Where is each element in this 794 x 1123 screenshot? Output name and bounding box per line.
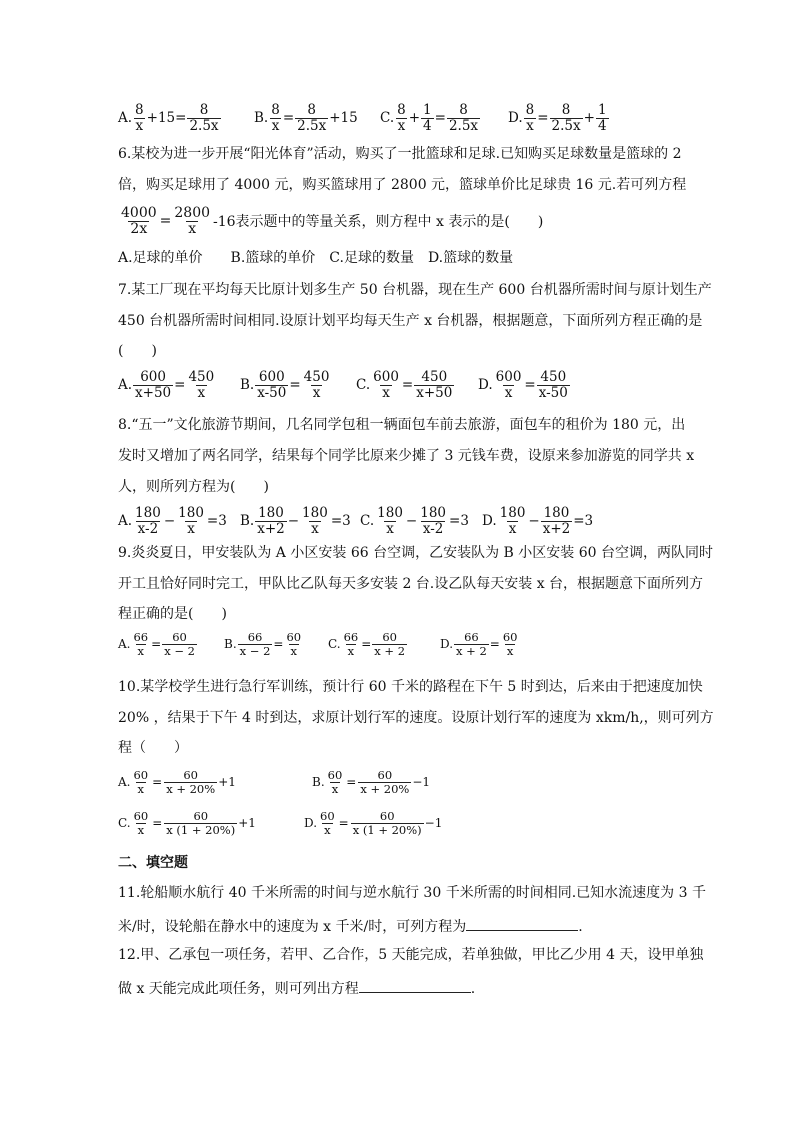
operator: = — [361, 637, 372, 651]
option-label: C. — [328, 637, 341, 651]
operator: + — [408, 110, 421, 126]
option-label: A. — [118, 110, 133, 126]
fraction: $\frac{180}{x}$ — [302, 504, 328, 537]
q12-text: 做 x 天能完成此项任务，则可列出方程 — [118, 981, 359, 997]
option-label: A. — [118, 775, 131, 789]
fraction: $\frac{1}{4}$ — [423, 101, 432, 134]
option-label: D. — [508, 110, 523, 126]
fraction: $\frac{450}{x+50}$ — [416, 368, 453, 401]
option-label: D. — [482, 513, 497, 529]
q7-stem-line3: ( ) — [118, 343, 157, 359]
fraction: $\frac{450}{x}$ — [188, 368, 215, 401]
operator: = — [401, 377, 414, 393]
fraction: $\frac{8}{x}$ — [271, 101, 280, 134]
option-label: B. — [254, 110, 269, 126]
q10-option-b[interactable] — [312, 769, 430, 796]
q10-option-d[interactable] — [304, 810, 442, 837]
q7-option-a[interactable] — [118, 370, 217, 401]
q6-stem-tail: -16表示题中的等量关系，则方程中 x 表示的是( ) — [213, 214, 544, 230]
option-label: B. — [312, 775, 325, 789]
q9-option-d[interactable] — [440, 631, 520, 658]
fraction: $\frac{600}{x+50}$ — [135, 368, 172, 401]
option-label: D. — [478, 377, 493, 393]
q11-stem-line2 — [118, 916, 583, 935]
operator: =3 — [206, 513, 227, 529]
operator: = — [174, 377, 186, 393]
operator: =3 — [573, 513, 594, 529]
operator: +15= — [146, 110, 187, 126]
option-label: B. — [240, 513, 255, 529]
fraction: $\frac{8}{x}$ — [397, 101, 406, 134]
fraction: $\frac{8}{2.5x}$ — [189, 101, 219, 134]
option-label: B. — [224, 637, 237, 651]
q6-equation — [118, 203, 543, 239]
fraction: $\frac{450}{x-50}$ — [538, 368, 568, 401]
q11-text: 米/时，设轮船在静水中的速度为 x 千米/时，可列方程为 — [118, 919, 467, 935]
fraction: $\frac{60}{x}$ — [502, 629, 518, 658]
option-label: A. — [118, 637, 131, 651]
q6-stem-line1: 6.某校为进一步开展“阳光体育”活动，购买了一批篮球和足球.已知购买足球数量是篮球的 2 — [118, 146, 682, 162]
fraction: $\frac{60}{x (1 + 20\%)}$ — [166, 808, 236, 837]
option-label: D. — [440, 637, 454, 651]
fraction: $\frac{60}{x + 20\%}$ — [166, 767, 216, 796]
operator: = — [524, 377, 536, 393]
q8-stem-line2: 发时又增加了两名同学，结果每个同学比原来少摊了 3 元钱车费，设原来参加游览的同学共 x — [118, 448, 695, 464]
q5-option-a[interactable] — [118, 103, 222, 134]
q8-option-d[interactable] — [482, 506, 593, 537]
q11-answer-blank[interactable] — [466, 916, 578, 931]
fraction: $\frac{4000}{2x}$ — [121, 204, 157, 237]
operator: = — [159, 213, 172, 229]
q7-option-c[interactable] — [356, 370, 455, 401]
fraction: $\frac{180}{x-2}$ — [420, 504, 447, 537]
q9-option-c[interactable] — [328, 631, 408, 658]
q8-stem-line1: 8.“五一”文化旅游节期间，几名同学包租一辆面包车前去旅游，面包车的租价为 180 元，出 — [118, 417, 686, 433]
operator: = — [289, 377, 301, 393]
operator: − — [287, 513, 300, 529]
fraction: $\frac{180}{x}$ — [499, 504, 526, 537]
operator: = — [434, 110, 446, 126]
operator: +15 — [329, 110, 358, 126]
option-label: B. — [240, 377, 255, 393]
q10-option-a[interactable] — [118, 769, 236, 796]
operator: = — [346, 775, 357, 789]
option-label: C. — [360, 513, 375, 529]
fraction: $\frac{180}{x}$ — [178, 504, 204, 537]
q7-stem-line1: 7.某工厂现在平均每天比原计划多生产 50 台机器，现在生产 600 台机器所需时间与原计划生产 — [118, 282, 712, 298]
operator: = — [273, 637, 284, 651]
section-heading: 二、填空题 — [118, 855, 188, 871]
operator: − — [163, 513, 176, 529]
fraction: $\frac{60}{x + 20\%}$ — [360, 767, 410, 796]
operator: = — [489, 637, 500, 651]
option-label: A. — [118, 377, 133, 393]
option-label: C. — [356, 377, 371, 393]
operator: = — [152, 816, 163, 830]
fraction: $\frac{180}{x+2}$ — [542, 504, 571, 537]
option-label: C. — [380, 110, 395, 126]
period: . — [578, 919, 583, 935]
q12-stem-line1: 12.甲、乙承包一项任务，若甲、乙合作，5 天能完成，若单独做，甲比乙少用 4 天，设甲单独 — [118, 947, 704, 963]
q8-option-a[interactable] — [118, 506, 227, 537]
operator: =3 — [449, 513, 469, 529]
operator: = — [282, 110, 295, 126]
q11-stem-line1: 11.轮船顺水航行 40 千米所需的时间与逆水航行 30 千米所需的时间相同.已知水流速度为 3 千 — [118, 885, 706, 901]
fraction: $\frac{66}{x + 2}$ — [456, 629, 487, 658]
fraction: $\frac{600}{x-50}$ — [257, 368, 287, 401]
fraction: $\frac{8}{2.5x}$ — [448, 101, 479, 134]
operator: = — [537, 110, 549, 126]
option-label: D. — [304, 816, 318, 830]
q7-stem-line2: 450 台机器所需时间相同.设原计划平均每天生产 x 台机器，根据题意，下面所列方程正确的是 — [118, 313, 703, 329]
fraction: $\frac{60}{x}$ — [286, 629, 302, 658]
fraction: $\frac{60}{x (1 + 20\%)}$ — [352, 808, 422, 837]
operator: −1 — [424, 816, 443, 830]
operator: + — [583, 110, 595, 126]
fraction: $\frac{2800}{x}$ — [174, 204, 211, 237]
fraction: $\frac{60}{x}$ — [133, 767, 149, 796]
fraction: $\frac{66}{x}$ — [133, 629, 149, 658]
q7-option-d[interactable] — [478, 370, 571, 401]
q10-stem-line3: 程（ ） — [118, 740, 188, 756]
fraction: $\frac{60}{x}$ — [133, 808, 149, 837]
fraction: $\frac{60}{x}$ — [327, 767, 343, 796]
operator: − — [405, 513, 418, 529]
q12-answer-blank[interactable] — [359, 978, 471, 993]
operator: − — [528, 513, 540, 529]
operator: +1 — [238, 816, 256, 830]
q5-option-d[interactable] — [508, 103, 610, 134]
operator: = — [338, 816, 349, 830]
fraction: $\frac{60}{x - 2}$ — [164, 629, 195, 658]
operator: =3 — [330, 513, 351, 529]
fraction: $\frac{180}{x-2}$ — [135, 504, 161, 537]
operator: −1 — [412, 775, 431, 789]
q10-stem-line1: 10.某学校学生进行急行军训练，预计行 60 千米的路程在下午 5 时到达，后来由于把速度加快 — [118, 679, 703, 695]
fraction: $\frac{600}{x}$ — [495, 368, 522, 401]
fraction: $\frac{8}{2.5x}$ — [551, 101, 581, 134]
q10-stem-line2: 20% ，结果于下午 4 时到达，求原计划行军的速度。设原计划行军的速度为 xkm/h,，则可列方 — [118, 710, 714, 726]
operator: = — [152, 775, 163, 789]
q6-options[interactable]: A.足球的单价 B.篮球的单价 C.足球的数量 D.篮球的数量 — [118, 250, 514, 266]
fraction: $\frac{66}{x}$ — [343, 629, 359, 658]
q9-stem-line1: 9.炎炎夏日，甲安装队为 A 小区安装 66 台空调，乙安装队为 B 小区安装 60 台空调，两队同时 — [118, 545, 713, 561]
fraction: $\frac{180}{x+2}$ — [257, 504, 285, 537]
fraction: $\frac{180}{x}$ — [377, 504, 403, 537]
q9-stem-line2: 开工且恰好同时完工，甲队比乙队每天多安装 2 台.设乙队每天安装 x 台，根据题意下面所列方 — [118, 576, 704, 592]
fraction: $\frac{450}{x}$ — [303, 368, 330, 401]
q8-option-c[interactable] — [360, 506, 469, 537]
q9-option-b[interactable] — [224, 631, 304, 658]
fraction: $\frac{60}{x + 2}$ — [374, 629, 406, 658]
q9-stem-line3: 程正确的是( ) — [118, 606, 227, 622]
q6-stem-line2: 倍，购买足球用了 4000 元，购买篮球用了 2800 元，篮球单价比足球贵 16 元.若可列方程 — [118, 177, 687, 193]
q12-stem-line2 — [118, 978, 475, 997]
period: . — [470, 981, 476, 997]
operator: +1 — [218, 775, 236, 789]
fraction: $\frac{60}{x}$ — [320, 808, 335, 837]
fraction: $\frac{600}{x}$ — [373, 368, 399, 401]
fraction: $\frac{8}{x}$ — [525, 101, 535, 134]
q5-option-b[interactable] — [254, 103, 358, 134]
fraction: $\frac{8}{x}$ — [135, 101, 144, 134]
fraction: $\frac{8}{2.5x}$ — [297, 101, 327, 134]
operator: = — [151, 637, 162, 651]
q10-option-c[interactable] — [118, 810, 256, 837]
fraction: $\frac{66}{x - 2}$ — [239, 629, 271, 658]
q5-option-c[interactable] — [380, 103, 481, 134]
q8-option-b[interactable] — [240, 506, 351, 537]
q8-stem-line3: 人，则所列方程为( ) — [118, 479, 269, 495]
option-label: A. — [118, 513, 133, 529]
fraction: $\frac{1}{4}$ — [597, 101, 607, 134]
q7-option-b[interactable] — [240, 370, 332, 401]
q9-option-a[interactable] — [118, 631, 198, 658]
option-label: C. — [118, 816, 131, 830]
